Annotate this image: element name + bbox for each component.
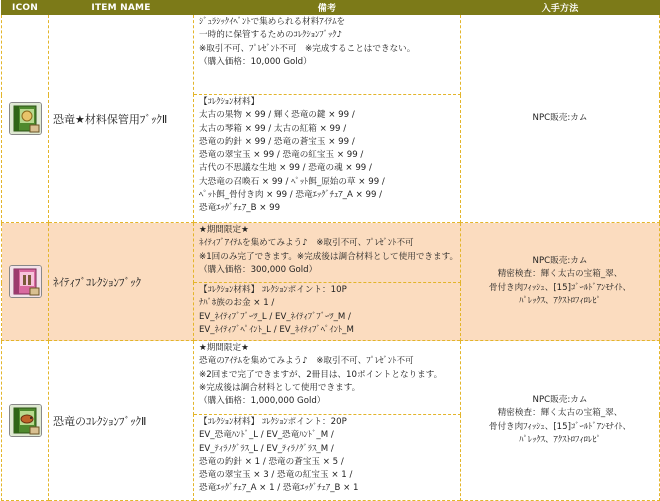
icon-cell bbox=[2, 15, 49, 223]
icon-cell bbox=[2, 223, 49, 341]
memo-line: ※取引不可、ﾌﾟﾚｾﾞﾝﾄ不可 ※完成することはできない。 bbox=[199, 43, 416, 54]
memo-line: 【ｺﾚｸｼｮﾝ材料】 ｺﾚｸｼｮﾝポイント：20P bbox=[199, 417, 347, 427]
header-row bbox=[2, 1, 660, 15]
memo-line: ﾈｲﾃｨﾌﾞｱｲﾃﾑを集めてみよう♪ ※取引不可、ﾌﾟﾚｾﾞﾝﾄ不可 bbox=[199, 238, 414, 249]
acquisition-cell bbox=[461, 341, 660, 501]
memo-line: （購入価格：1,000,000 Gold） bbox=[199, 396, 326, 407]
memo-line: EV_恐竜ﾊﾝﾄﾞ_L / EV_恐竜ﾊﾝﾄﾞ_M / bbox=[199, 430, 334, 441]
memo-line: ﾍﾟｯﾄ餌_骨付き肉 × 99 / 恐竜ｴｯｸﾞﾁｪｱ_A × 99 / bbox=[199, 190, 383, 201]
table-row bbox=[2, 223, 660, 283]
acquisition-line: ﾊﾟﾚｯｸｽ、ｱｸｽﾄﾛﾌｨﾛﾚﾋﾟ bbox=[519, 295, 601, 306]
acquisition-line: NPC販売:カム bbox=[532, 255, 588, 266]
book-native-icon bbox=[9, 265, 42, 298]
memo-bottom bbox=[194, 415, 461, 501]
header-acquisition: 入手方法 bbox=[461, 1, 660, 15]
memo-line: （購入価格：300,000 Gold） bbox=[199, 264, 318, 275]
memo-line: 太古の琴箱 × 99 / 太古の紅箱 × 99 / bbox=[199, 123, 347, 134]
memo-line: ﾅﾊﾞﾎ族のお金 × 1 / bbox=[199, 298, 275, 309]
memo-line: ★期間限定★ bbox=[199, 225, 249, 235]
acquisition-cell bbox=[461, 223, 660, 341]
icon-cell bbox=[2, 341, 49, 501]
memo-line: ※完成後は調合材料として使用できます。 bbox=[199, 382, 361, 393]
acquisition-line: NPC販売:カム bbox=[532, 394, 588, 405]
item-name: 恐竜★材料保管用ﾌﾞｯｸⅡ bbox=[49, 15, 194, 223]
memo-line: EV_ﾃｨﾗﾉｸﾞﾗｽ_L / EV_ﾃｨﾗﾉｸﾞﾗｽ_M / bbox=[199, 443, 334, 454]
memo-top bbox=[194, 341, 461, 415]
memo-bottom bbox=[194, 283, 461, 341]
header-item-name: ITEM NAME bbox=[49, 1, 194, 15]
memo-line: 一時的に保管するためのｺﾚｸｼｮﾝﾌﾞｯｸ♪ bbox=[199, 30, 342, 41]
header-remarks: 備考 bbox=[194, 1, 461, 15]
memo-line: 恐竜の翠宝玉 × 3 / 恐竜の紅宝玉 × 1 / bbox=[199, 470, 353, 481]
memo-bottom bbox=[194, 95, 461, 223]
memo-line: EV_ﾈｲﾃｨﾌﾞﾍﾟｲﾝﾄ_L / EV_ﾈｲﾃｨﾌﾞﾍﾟｲﾝﾄ_M bbox=[199, 324, 354, 335]
item-name: 恐竜のｺﾚｸｼｮﾝﾌﾞｯｸⅡ bbox=[49, 341, 194, 501]
memo-line: 古代の不思議な生地 × 99 / 恐竜の魂 × 99 / bbox=[199, 163, 372, 174]
book-dino-collection-icon bbox=[9, 404, 42, 437]
memo-line: 太古の果物 × 99 / 輝く恐竜の鍵 × 99 / bbox=[199, 110, 355, 121]
acquisition-line: 精密検査：輝く太古の宝箱_翠、 bbox=[497, 408, 623, 419]
memo-line: ※1回のみ完了できます。※完成後は調合材料として使用できます。 bbox=[199, 251, 459, 262]
acquisition-line: ﾊﾟﾚｯｸｽ、ｱｸｽﾄﾛﾌｨﾛﾚﾋﾟ bbox=[519, 434, 601, 445]
memo-line: 恐竜のｱｲﾃﾑを集めてみよう♪ ※取引不可、ﾌﾟﾚｾﾞﾝﾄ不可 bbox=[199, 356, 414, 367]
memo-line: ★期間限定★ bbox=[199, 343, 249, 353]
table-row bbox=[2, 15, 660, 95]
acquisition-line: 精密検査：輝く太古の宝箱_翠、 bbox=[497, 269, 623, 280]
memo-top bbox=[194, 223, 461, 283]
acquisition-line: 骨付き肉ﾌｨｯｼｭ、[15]ｺﾞｰﾙﾄﾞｱﾝﾓﾅｲﾄ、 bbox=[488, 282, 632, 293]
header-icon: ICON bbox=[2, 1, 49, 15]
acquisition-cell bbox=[461, 15, 660, 223]
memo-line: （購入価格：10,000 Gold） bbox=[199, 56, 312, 67]
memo-line: ※2回まで完了できますが、2冊目は、10ポイントとなります。 bbox=[199, 369, 443, 380]
acquisition-line: NPC販売:カム bbox=[532, 112, 588, 123]
memo-line: 大恐竜の召喚石 × 99 / ﾍﾟｯﾄ餌_原始の草 × 99 / bbox=[199, 176, 385, 187]
acquisition-line: 骨付き肉ﾌｨｯｼｭ、[15]ｺﾞｰﾙﾄﾞｱﾝﾓﾅｲﾄ、 bbox=[488, 421, 632, 432]
item-table bbox=[1, 0, 660, 501]
memo-line: 【ｺﾚｸｼｮﾝ材料】 ｺﾚｸｼｮﾝポイント：10P bbox=[199, 285, 347, 295]
item-name: ﾈｲﾃｨﾌﾞｺﾚｸｼｮﾝﾌﾞｯｸ bbox=[49, 223, 194, 341]
memo-line: 恐竜ｴｯｸﾞﾁｪｱ_B × 99 bbox=[199, 203, 281, 214]
memo-line: 恐竜の釣針 × 1 / 恐竜の蒼宝玉 × 5 / bbox=[199, 456, 344, 467]
memo-top bbox=[194, 15, 461, 95]
memo-line: 【ｺﾚｸｼｮﾝ材料】 bbox=[199, 97, 260, 107]
book-dino-icon bbox=[9, 102, 42, 135]
memo-line: 恐竜ｴｯｸﾞﾁｪｱ_A × 1 / 恐竜ｴｯｸﾞﾁｪｱ_B × 1 bbox=[199, 483, 359, 494]
memo-line: EV_ﾈｲﾃｨﾌﾞﾌﾞｰﾂ_L / EV_ﾈｲﾃｨﾌﾞﾌﾞｰﾂ_M / bbox=[199, 311, 351, 322]
memo-line: ｼﾞｭﾗｼｯｸｲﾍﾞﾝﾄで集められる材料ｱｲﾃﾑを bbox=[199, 17, 346, 27]
table-row bbox=[2, 341, 660, 415]
memo-line: 恐竜の翠宝玉 × 99 / 恐竜の紅宝玉 × 99 / bbox=[199, 150, 364, 161]
memo-line: 恐竜の釣針 × 99 / 恐竜の蒼宝玉 × 99 / bbox=[199, 136, 355, 147]
